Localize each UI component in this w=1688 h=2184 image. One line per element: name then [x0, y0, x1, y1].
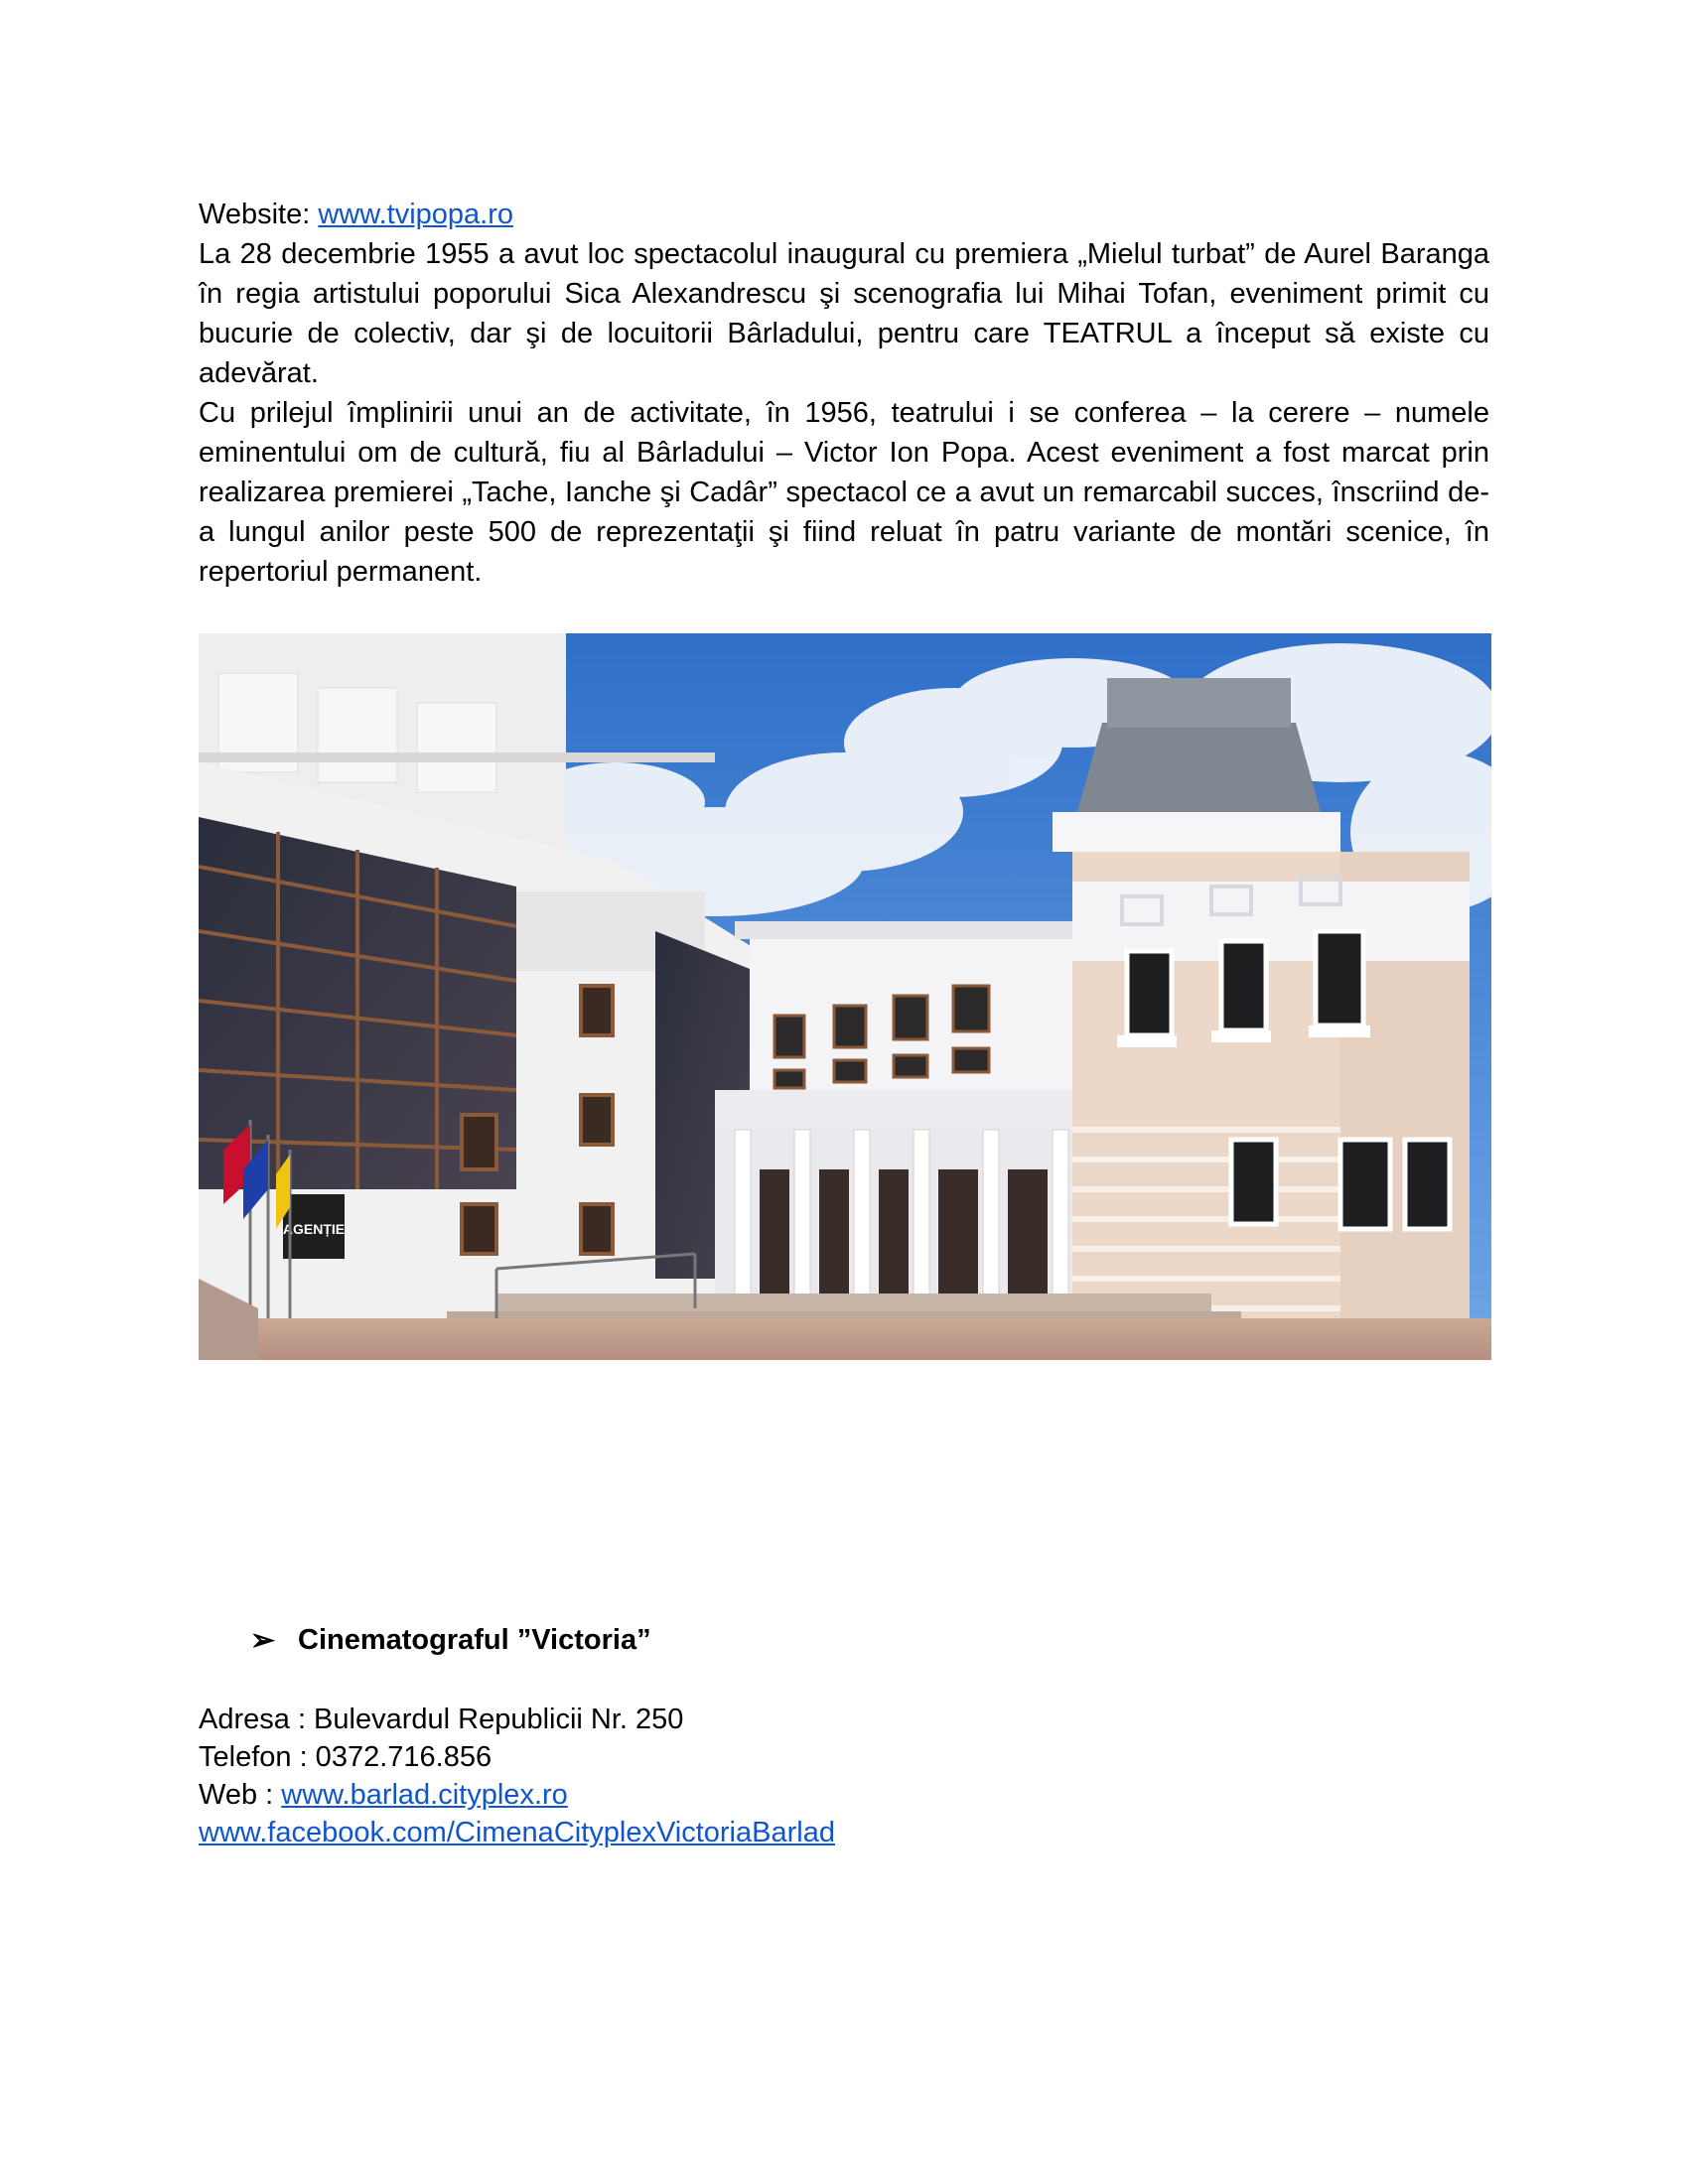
cinema-web-line	[199, 1776, 1489, 1814]
paragraph-victor-ion-popa: Cu prilejul împlinirii unui an de activitate, în 1956, teatrului i se conferea – la cerere – numele eminentului om de cultură, fiu al Bârladului – Victor Ion Popa. Acest eveniment a fost marcat prin realizarea premierei „Tache, Ianche şi Cadâr” spectacol ce a avut un remarcabil succes, înscriind de-a lungul anilor peste 500 de reprezentaţii şi fiind reluat în patru variante de montări scenice, în repertoriul permanent.	[199, 397, 1489, 588]
cinema-bullet	[250, 1620, 1489, 1660]
website-line	[199, 195, 1489, 234]
website-link[interactable]: www.tvipopa.ro	[318, 199, 514, 230]
cinema-facebook-link[interactable]: www.facebook.com/CimenaCityplexVictoriaBarlad	[199, 1817, 835, 1848]
cinema-contact-info	[199, 1701, 1489, 1851]
paragraph-inaugural: La 28 decembrie 1955 a avut loc spectacolul inaugural cu premiera „Mielul turbat” de Aurel Baranga în regia artistului poporului Sica Alexandrescu şi scenografia lui Mihai Tofan, eveniment primit cu bucurie de colectiv, dar şi de locuitorii Bârladului, pentru care TEATRUL a început să existe cu adevărat.	[199, 238, 1489, 389]
cinema-phone: Telefon : 0372.716.856	[199, 1741, 492, 1773]
cinema-title: Cinematograful ”Victoria”	[298, 1623, 651, 1656]
arrow-bullet-icon: ➢	[250, 1623, 276, 1657]
agency-sign-text: AGENȚIE	[282, 1221, 346, 1237]
theatre-building-photo	[199, 633, 1491, 1360]
body-text	[199, 195, 1489, 592]
cinema-section-heading	[199, 1620, 1489, 1660]
cinema-web-label: Web :	[199, 1779, 282, 1811]
website-label: Website:	[199, 199, 319, 230]
cinema-facebook-line	[199, 1814, 1489, 1851]
cinema-web-link[interactable]: www.barlad.cityplex.ro	[281, 1779, 568, 1811]
cinema-address: Adresa : Bulevardul Republicii Nr. 250	[199, 1704, 684, 1735]
